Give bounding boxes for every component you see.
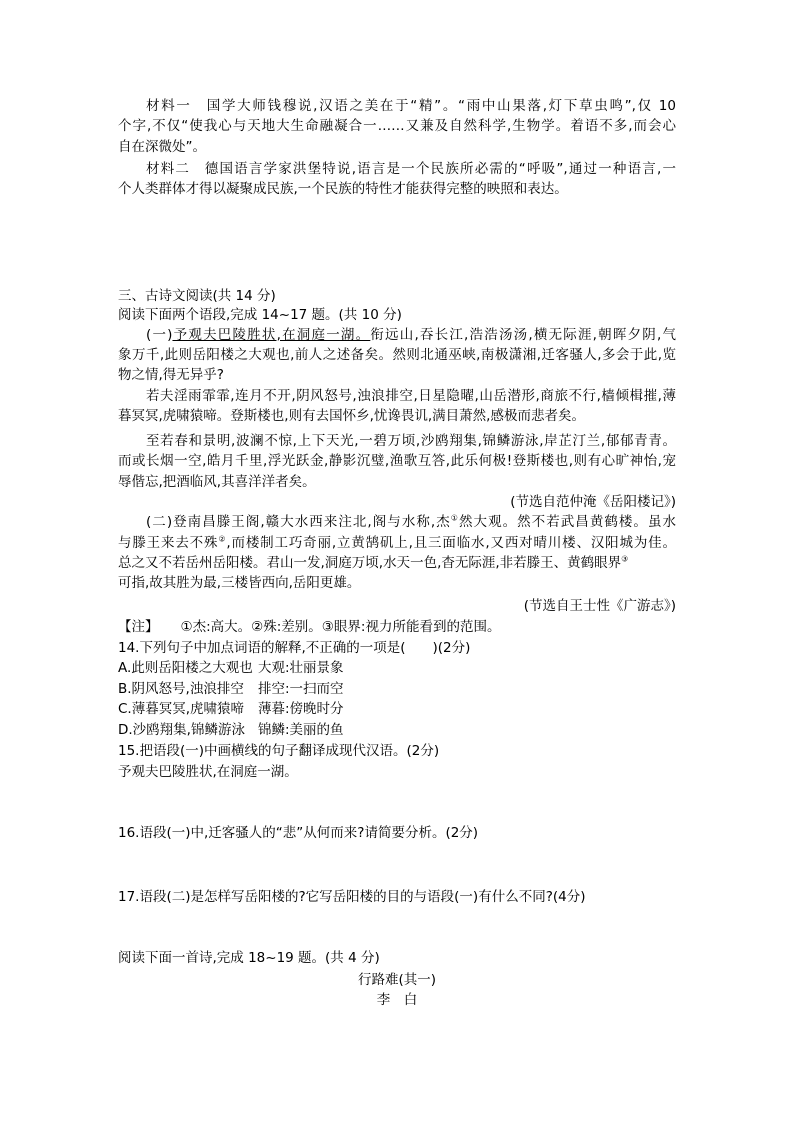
footnote-marker: ③ — [621, 554, 629, 564]
question-14: 14.下列句子中加点词语的解释,不正确的一项是( )(2分) — [118, 640, 471, 656]
passage-one-line: 而或长烟一空,皓月千里,浮光跃金,静影沉璧,渔歌互答,此乐何极!登斯楼也,则有心旷神怡,宠 — [118, 453, 676, 469]
passage-two-line: 可指,故其胜为最,三楼皆西向,岳阳更雄。 — [118, 575, 361, 591]
material-two-line: 材料二 德国语言学家洪堡特说,语言是一个民族所必需的“呼吸”,通过一种语言,一 — [146, 161, 676, 177]
passage-one-line: 物之情,得无异乎? — [118, 367, 224, 383]
footnotes — [118, 617, 676, 637]
passage-text: ,而楼制工巧奇丽,立黄鹄矶上,且三面临水,又西对晴川楼、汉阳城为佳。 — [226, 535, 677, 551]
note-label: 【注】 — [118, 619, 159, 635]
poem-author: 李 白 — [376, 992, 418, 1008]
material-two-line: 个人类群体才得以凝聚成民族,一个民族的特性才能获得完整的映照和表达。 — [118, 181, 568, 197]
question-17: 17.语段(二)是怎样写岳阳楼的?它写岳阳楼的目的与语段(一)有什么不同?(4分) — [118, 889, 586, 905]
footnote-marker: ① — [450, 513, 459, 523]
poem-intro: 阅读下面一首诗,完成 18~19 题。(共 4 分) — [118, 950, 380, 966]
option-sentence: B.阴风怒号,浊浪排空 — [118, 681, 244, 697]
passage-two-line — [118, 512, 676, 532]
question-16: 16.语段(一)中,迁客骚人的“悲”从何而来?请简要分析。(2分) — [118, 825, 479, 841]
passage-text: 衔远山,吞长江,浩浩汤汤,横无际涯,朝晖夕阴,气 — [370, 327, 676, 343]
passage-text: 与滕王来去不殊 — [118, 535, 219, 551]
passage-text: (二)登南昌滕王阁,赣大水西来注北,阁与水称,杰 — [146, 514, 451, 530]
passage-two-line — [118, 533, 676, 553]
reading-intro: 阅读下面两个语段,完成 14~17 题。(共 10 分) — [118, 307, 402, 323]
passage-text: 总之又不若岳州岳阳楼。君山一发,洞庭万顷,水天一色,杳无际涯,非若滕王、黄鹤眼界 — [118, 555, 622, 571]
option-sentence: D.沙鸥翔集,锦鳞游泳 — [118, 722, 245, 738]
passage-one-line: 若夫淫雨霏霏,连月不开,阴风怒号,浊浪排空,日星隐曜,山岳潜形,商旅不行,樯倾楫摧,薄 — [146, 388, 676, 404]
passage-text: 然大观。然不若武昌黄鹤楼。虽水 — [459, 514, 677, 530]
option-gloss: 锦鳞:美丽的鱼 — [258, 722, 344, 738]
option-b — [118, 679, 676, 699]
source-citation: (节选自范仲淹《岳阳楼记》) — [510, 494, 676, 510]
option-d — [118, 720, 676, 740]
option-gloss: 大观:壮丽景象 — [258, 660, 344, 676]
passage-one-line: 辱偕忘,把酒临风,其喜洋洋者矣。 — [118, 474, 316, 490]
passage-two-line — [118, 553, 676, 573]
material-one-line: 材料一 国学大师钱穆说,汉语之美在于“精”。“雨中山果落,灯下草虫鸣”,仅 10 — [146, 98, 676, 114]
option-c — [118, 699, 676, 719]
question-15-sentence: 予观夫巴陵胜状,在洞庭一湖。 — [118, 764, 298, 780]
passage-one-line: 至若春和景明,波澜不惊,上下天光,一碧万顷,沙鸥翔集,锦鳞游泳,岸芷汀兰,郁郁青青。 — [146, 433, 676, 449]
passage-one-line: 象万千,此则岳阳楼之大观也,前人之述备矣。然则北通巫峡,南极潇湘,迁客骚人,多会于此,览 — [118, 347, 676, 363]
option-sentence: A.此则岳阳楼之大观也 — [118, 660, 253, 676]
source-citation: (节选自王士性《广游志》) — [523, 598, 676, 614]
poem-title: 行路难(其一) — [357, 972, 437, 988]
footnote-marker: ② — [218, 534, 227, 544]
section-heading: 三、古诗文阅读(共 14 分) — [118, 288, 276, 304]
question-15: 15.把语段(一)中画横线的句子翻译成现代汉语。(2分) — [118, 743, 440, 759]
note-text: ①杰:高大。②殊:差别。③眼界:视力所能看到的范围。 — [180, 619, 501, 635]
underlined-sentence: 予观夫巴陵胜状,在洞庭一湖。 — [172, 327, 371, 343]
passage-one-line — [118, 325, 676, 345]
option-gloss: 排空:一扫而空 — [258, 681, 344, 697]
option-sentence: C.薄暮冥冥,虎啸猿啼 — [118, 701, 245, 717]
passage-one-line: 暮冥冥,虎啸猿啼。登斯楼也,则有去国怀乡,忧谗畏讥,满目萧然,感极而悲者矣。 — [118, 408, 585, 424]
passage-label: (一) — [146, 327, 173, 343]
option-a — [118, 658, 676, 678]
option-gloss: 薄暮:傍晚时分 — [258, 701, 344, 717]
material-one-line: 自在深微处”。 — [118, 139, 206, 155]
material-one-line: 个字,不仅“使我心与天地大生命融凝合一……又兼及自然科学,生物学。着语不多,而会心 — [118, 118, 676, 134]
